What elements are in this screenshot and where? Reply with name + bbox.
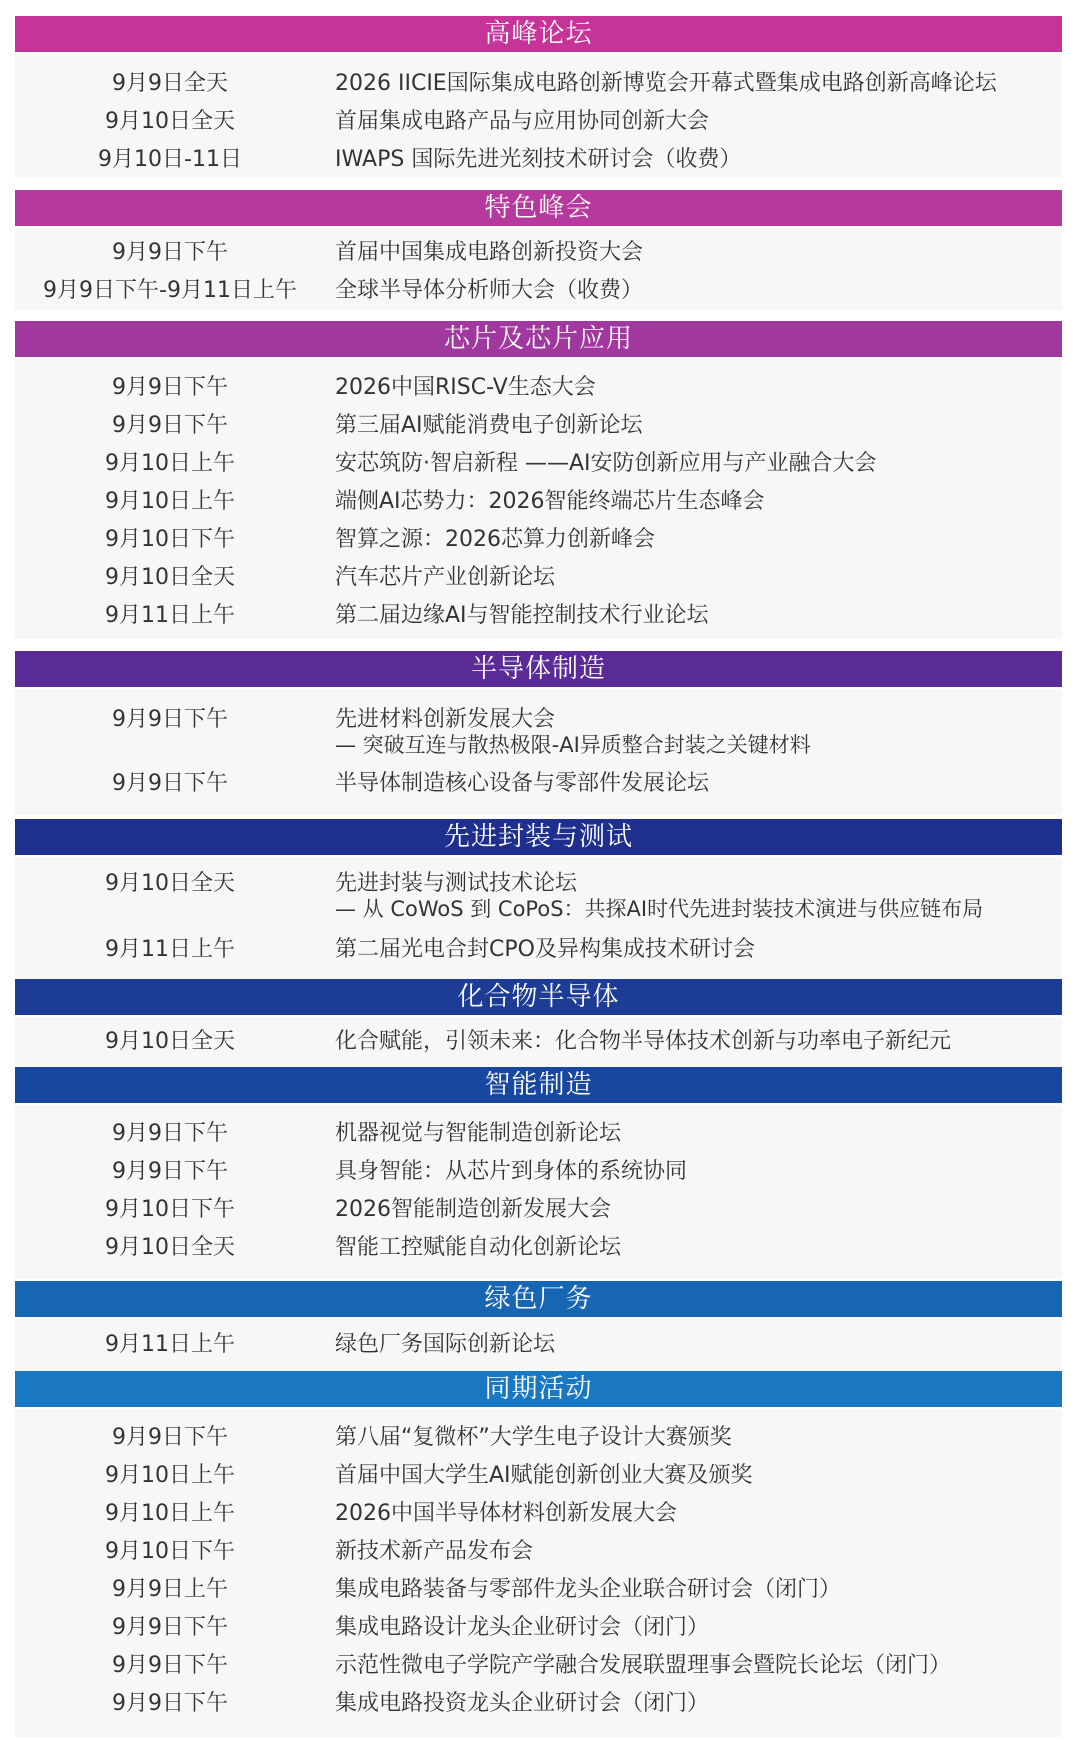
session-title-block [335, 1029, 1060, 1055]
session-time: 9月9日下午-9月11日上午 [43, 278, 297, 303]
section-body [15, 857, 1062, 979]
section-body [15, 228, 1062, 310]
session-title: 第二届边缘AI与智能控制技术行业论坛 [335, 603, 709, 628]
session-time: 9月10日-11日 [98, 147, 242, 172]
session-time: 9月9日下午 [112, 1653, 228, 1678]
session-title-block [335, 937, 1060, 963]
session-time: 9月10日上午 [105, 1501, 235, 1526]
section-body [15, 1409, 1062, 1737]
session-title-block [335, 1615, 1060, 1641]
session-title: 全球半导体分析师大会（收费） [335, 278, 644, 303]
session-title-block [335, 375, 1060, 401]
session-title: 先进材料创新发展大会 [335, 707, 556, 732]
section-body [15, 1017, 1062, 1067]
session-title: 安芯筑防·智启新程 ——AI安防创新应用与产业融合大会 [335, 451, 877, 476]
session-time: 9月10日全天 [105, 565, 235, 590]
session-title: 首届中国大学生AI赋能创新创业大赛及颁奖 [335, 1463, 753, 1488]
session-title: 第三届AI赋能消费电子创新论坛 [335, 413, 643, 438]
section-header: 化合物半导体 [15, 979, 1062, 1015]
session-time: 9月10日全天 [105, 1235, 235, 1260]
session-title-block [335, 1691, 1060, 1717]
session-time: 9月9日下午 [112, 413, 228, 438]
session-title-block [335, 1121, 1060, 1147]
session-title-block [335, 1235, 1060, 1261]
session-title: 2026中国RISC-V生态大会 [335, 375, 596, 400]
section-header: 同期活动 [15, 1371, 1062, 1407]
session-title-block [335, 1577, 1060, 1603]
session-title: 2026 IICIE国际集成电路创新博览会开幕式暨集成电路创新高峰论坛 [335, 71, 997, 96]
section-header: 特色峰会 [15, 190, 1062, 226]
section-body [15, 1105, 1062, 1279]
session-title-block [335, 871, 1060, 921]
session-title-block [335, 147, 1060, 173]
session-title-block [335, 1501, 1060, 1527]
session-title: 端侧AI芯势力：2026智能终端芯片生态峰会 [335, 489, 765, 514]
session-title-block [335, 278, 1060, 304]
session-title-block [335, 1332, 1060, 1358]
session-title: 新技术新产品发布会 [335, 1539, 534, 1564]
session-title: 化合赋能，引领未来：化合物半导体技术创新与功率电子新纪元 [335, 1029, 952, 1054]
section-header: 绿色厂务 [15, 1281, 1062, 1317]
session-title-block [335, 451, 1060, 477]
session-title: 示范性微电子学院产学融合发展联盟理事会暨院长论坛（闭门） [335, 1653, 952, 1678]
session-time: 9月9日下午 [112, 1615, 228, 1640]
session-title: 第二届光电合封CPO及异构集成技术研讨会 [335, 937, 755, 962]
session-title-block [335, 565, 1060, 591]
session-time: 9月9日全天 [112, 71, 228, 96]
session-title: 智算之源：2026芯算力创新峰会 [335, 527, 655, 552]
session-title-block [335, 240, 1060, 266]
session-title: IWAPS 国际先进光刻技术研讨会（收费） [335, 147, 742, 172]
session-time: 9月10日全天 [105, 109, 235, 134]
session-title-block [335, 1425, 1060, 1451]
section-body [15, 1319, 1062, 1371]
session-title-block [335, 1653, 1060, 1679]
session-time: 9月10日上午 [105, 451, 235, 476]
section-header: 先进封装与测试 [15, 819, 1062, 855]
session-subtitle: — 从 CoWoS 到 CoPoS：共探AI时代先进封装技术演进与供应链布局 [335, 897, 984, 921]
section-body [15, 359, 1062, 639]
session-title-block [335, 1463, 1060, 1489]
session-title: 首届中国集成电路创新投资大会 [335, 240, 644, 265]
session-title-block [335, 71, 1060, 97]
session-title: 具身智能：从芯片到身体的系统协同 [335, 1159, 688, 1184]
session-title-block [335, 707, 1060, 757]
session-title: 机器视觉与智能制造创新论坛 [335, 1121, 622, 1146]
session-time: 9月11日上午 [105, 1332, 235, 1357]
session-time: 9月10日下午 [105, 1197, 235, 1222]
session-title: 2026智能制造创新发展大会 [335, 1197, 611, 1222]
session-time: 9月9日下午 [112, 1159, 228, 1184]
session-title-block [335, 413, 1060, 439]
session-title: 半导体制造核心设备与零部件发展论坛 [335, 771, 710, 796]
session-title-block [335, 527, 1060, 553]
session-time: 9月9日下午 [112, 771, 228, 796]
section-header: 半导体制造 [15, 651, 1062, 687]
session-title: 集成电路设计龙头企业研讨会（闭门） [335, 1615, 710, 1640]
session-time: 9月9日下午 [112, 1691, 228, 1716]
session-subtitle: — 突破互连与散热极限-AI异质整合封装之关键材料 [335, 733, 811, 757]
session-time: 9月9日下午 [112, 375, 228, 400]
session-time: 9月11日上午 [105, 603, 235, 628]
session-time: 9月10日上午 [105, 489, 235, 514]
section-header: 智能制造 [15, 1067, 1062, 1103]
session-time: 9月10日下午 [105, 1539, 235, 1564]
session-title: 先进封装与测试技术论坛 [335, 871, 578, 896]
session-title: 绿色厂务国际创新论坛 [335, 1332, 556, 1357]
session-title: 2026中国半导体材料创新发展大会 [335, 1501, 677, 1526]
session-title: 汽车芯片产业创新论坛 [335, 565, 556, 590]
section-header: 高峰论坛 [15, 16, 1062, 52]
section-body [15, 689, 1062, 815]
session-time: 9月9日下午 [112, 240, 228, 265]
session-time: 9月10日全天 [105, 871, 235, 896]
session-time: 9月10日下午 [105, 527, 235, 552]
session-time: 9月11日上午 [105, 937, 235, 962]
session-title-block [335, 109, 1060, 135]
session-title: 第八届“复微杯”大学生电子设计大赛颁奖 [335, 1425, 732, 1450]
session-time: 9月10日全天 [105, 1029, 235, 1054]
session-title: 首届集成电路产品与应用协同创新大会 [335, 109, 710, 134]
session-title-block [335, 1159, 1060, 1185]
session-time: 9月10日上午 [105, 1463, 235, 1488]
session-title: 集成电路投资龙头企业研讨会（闭门） [335, 1691, 710, 1716]
session-title-block [335, 489, 1060, 515]
session-time: 9月9日下午 [112, 1425, 228, 1450]
section-body [15, 54, 1062, 178]
section-header: 芯片及芯片应用 [15, 321, 1062, 357]
session-time: 9月9日上午 [112, 1577, 228, 1602]
session-title-block [335, 1539, 1060, 1565]
session-time: 9月9日下午 [112, 707, 228, 732]
session-title: 智能工控赋能自动化创新论坛 [335, 1235, 622, 1260]
session-time: 9月9日下午 [112, 1121, 228, 1146]
session-title-block [335, 771, 1060, 797]
session-title: 集成电路装备与零部件龙头企业联合研讨会（闭门） [335, 1577, 842, 1602]
session-title-block [335, 603, 1060, 629]
session-title-block [335, 1197, 1060, 1223]
